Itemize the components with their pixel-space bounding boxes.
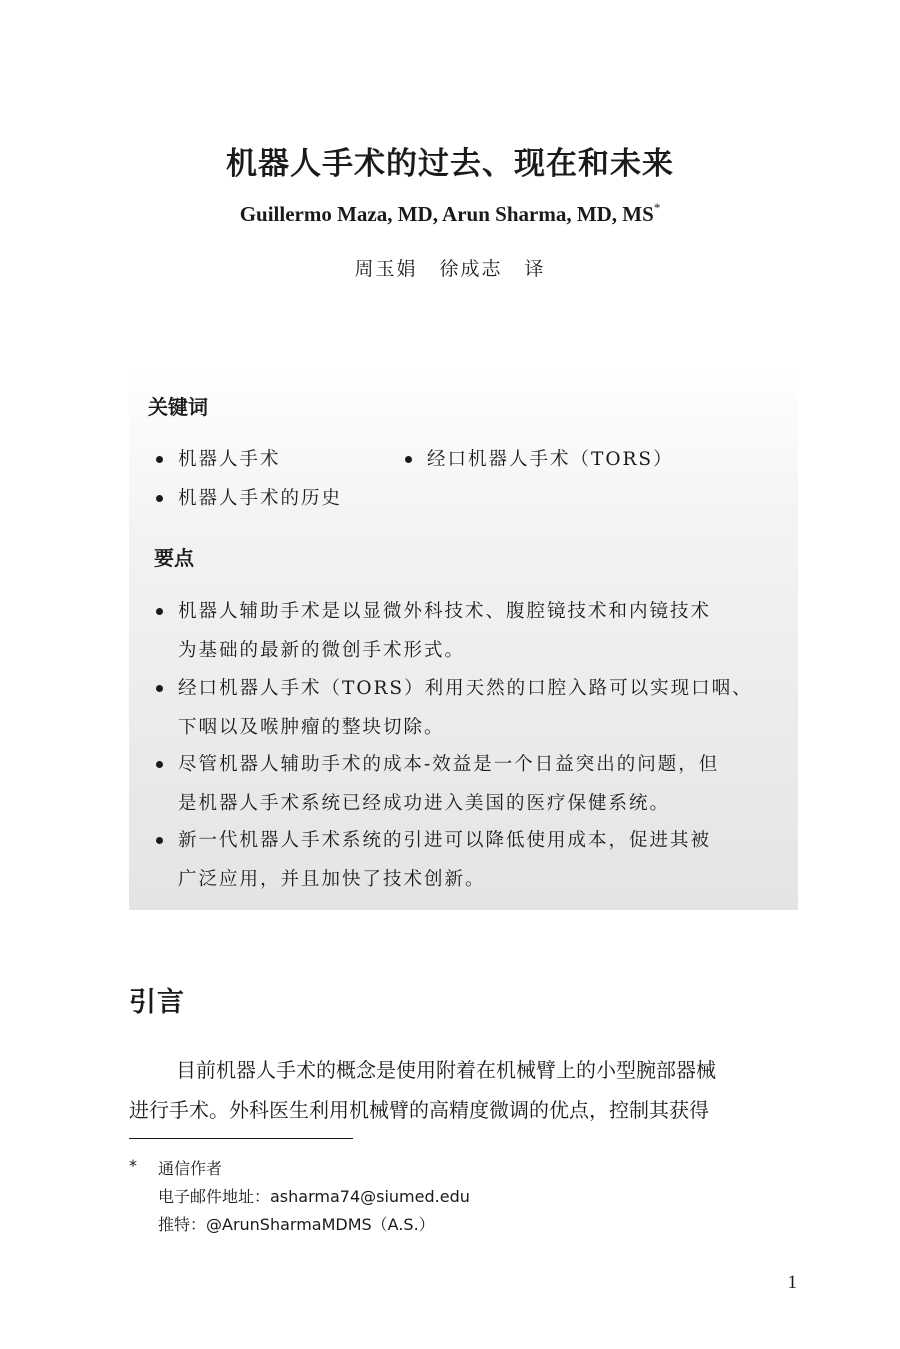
footnote-mark: * xyxy=(129,1156,137,1175)
bullet-icon xyxy=(156,495,163,502)
keywords-heading: 关键词 xyxy=(148,395,208,419)
bullet-icon xyxy=(156,761,163,768)
introduction-heading: 引言 xyxy=(129,987,185,1018)
footnote-line: 通信作者 xyxy=(158,1159,223,1178)
author-footnote-mark: * xyxy=(653,200,661,215)
keyword-item: 经口机器人手术（TORS） xyxy=(427,449,674,470)
footnote-divider xyxy=(129,1138,353,1139)
keyword-item: 机器人手术 xyxy=(178,449,281,470)
author-line xyxy=(0,202,900,227)
key-point-line: 经口机器人手术（TORS）利用天然的口腔入路可以实现口咽、 xyxy=(178,678,753,699)
summary-box xyxy=(129,365,798,910)
translator-line: 周玉娟 徐成志 译 xyxy=(354,258,546,280)
key-point-line: 是机器人手术系统已经成功进入美国的医疗保健系统。 xyxy=(178,793,671,814)
bullet-icon xyxy=(156,685,163,692)
page-number: 1 xyxy=(787,1272,797,1293)
key-points-heading: 要点 xyxy=(154,546,194,570)
key-point-line: 广泛应用，并且加快了技术创新。 xyxy=(178,869,486,890)
key-point-line: 下咽以及喉肿瘤的整块切除。 xyxy=(178,717,445,738)
bullet-icon xyxy=(156,608,163,615)
body-text-line: 目前机器人手术的概念是使用附着在机械臂上的小型腕部器械 xyxy=(176,1058,716,1082)
key-point-line: 为基础的最新的微创手术形式。 xyxy=(178,640,466,661)
bullet-icon xyxy=(156,456,163,463)
body-text-line: 进行手术。外科医生利用机械臂的高精度微调的优点，控制其获得 xyxy=(129,1098,709,1122)
author-names: Guillermo Maza, MD, Arun Sharma, MD, MS xyxy=(239,202,654,226)
bullet-icon xyxy=(405,456,412,463)
bullet-icon xyxy=(156,837,163,844)
key-point-line: 尽管机器人辅助手术的成本-效益是一个日益突出的问题，但 xyxy=(178,754,720,775)
footnote-line: 推特：@ArunSharmaMDMS（A.S.） xyxy=(158,1215,435,1234)
key-point-line: 新一代机器人手术系统的引进可以降低使用成本，促进其被 xyxy=(178,830,712,851)
keyword-item: 机器人手术的历史 xyxy=(178,488,343,509)
footnote-line: 电子邮件地址：asharma74@siumed.edu xyxy=(158,1187,470,1206)
key-point-line: 机器人辅助手术是以显微外科技术、腹腔镜技术和内镜技术 xyxy=(178,601,712,622)
chapter-title: 机器人手术的过去、现在和未来 xyxy=(226,146,674,182)
